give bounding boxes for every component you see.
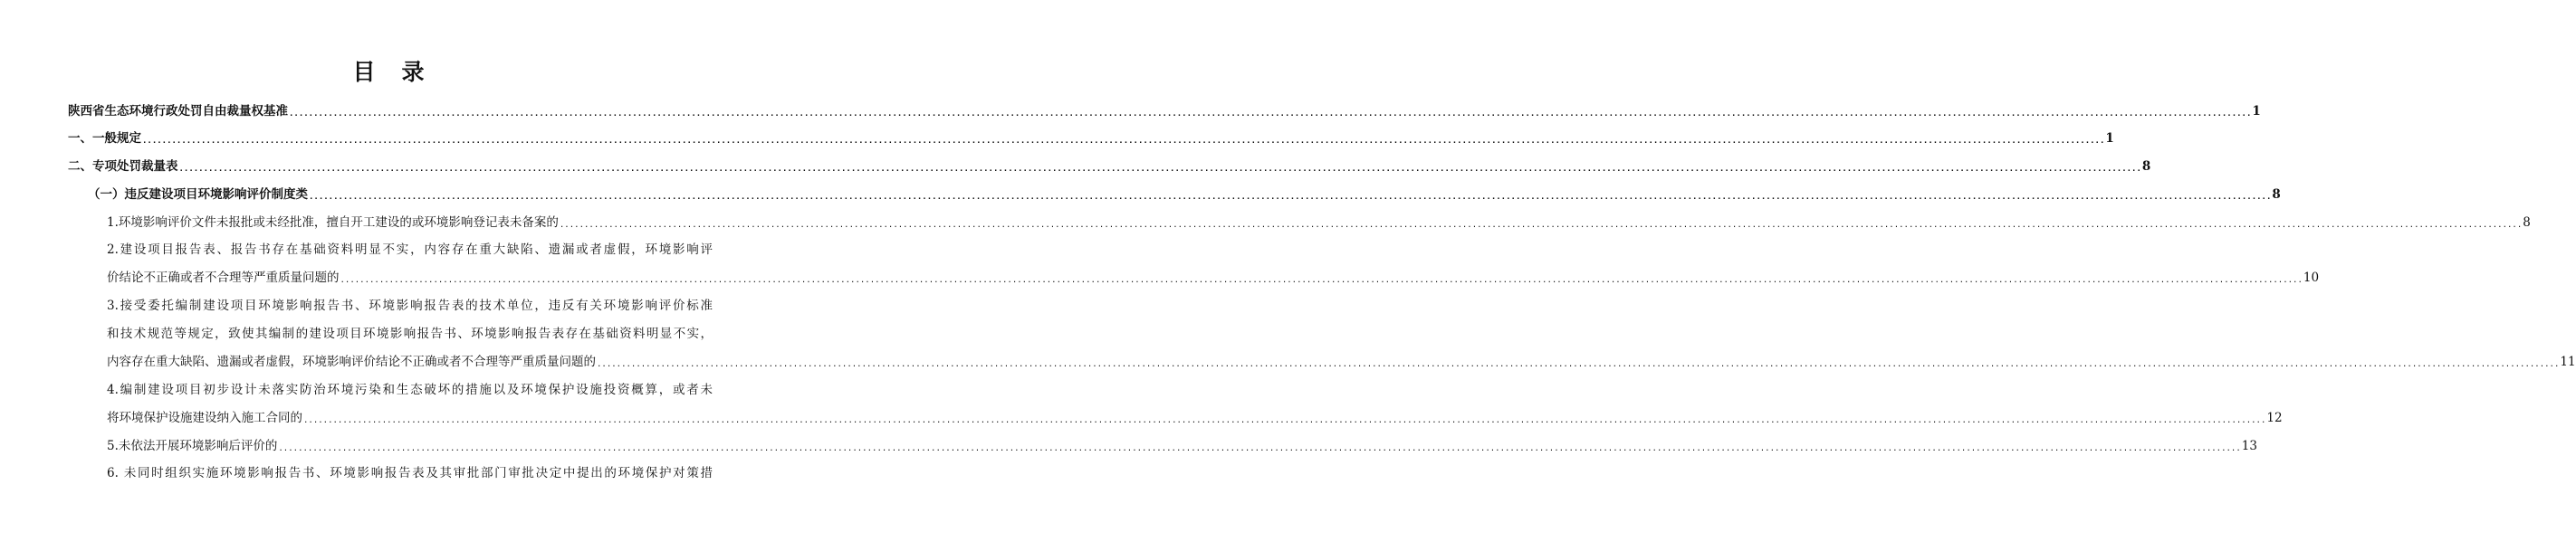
toc-page-number: 1: [2252, 104, 2261, 119]
toc-entry[interactable]: [107, 353, 2576, 371]
toc-leader-dots: ................................................................................................................................................................................................................................................................................................................................................................................................................: [178, 165, 2141, 174]
toc-leader-dots: ................................................................................................................................................................................................................................................................................................................................................................................................................: [559, 221, 2523, 230]
toc-leader-dots: ................................................................................................................................................................................................................................................................................................................................................................................................................: [142, 137, 2105, 146]
toc-leader-dots: ................................................................................................................................................................................................................................................................................................................................................................................................................: [309, 193, 2272, 202]
toc-page-number: 1: [2105, 131, 2114, 146]
toc-leader-dots: ................................................................................................................................................................................................................................................................................................................................................................................................................: [289, 109, 2252, 119]
toc-entry-text: 内容存在重大缺陷、遗漏或者虚假，环境影响评价结论不正确或者不合理等严重质量问题的: [107, 355, 596, 369]
toc-entry-line[interactable]: 4.编制建设项目初步设计未落实防治环境污染和生态破坏的措施以及环境保护设施投资概算，或者未: [107, 383, 713, 397]
toc-page-number: 8: [2141, 159, 2151, 174]
toc-entry-line[interactable]: 6. 未同时组织实施环境影响报告书、环境影响报告表及其审批部门审批决定中提出的环境保护对策措: [107, 466, 713, 480]
toc-page-number: 11: [2560, 355, 2576, 369]
toc-entry-line[interactable]: 和技术规范等规定，致使其编制的建设项目环境影响报告书、环境影响报告表存在基础资料明显不实，: [107, 327, 713, 341]
toc-entry-text: （一）违反建设项目环境影响评价制度类: [88, 187, 308, 202]
toc-entry[interactable]: [88, 185, 2281, 204]
toc-entry[interactable]: [68, 102, 2261, 120]
page-title: 目 录: [352, 59, 426, 85]
toc-entry-text: 一、一般规定: [68, 131, 141, 146]
toc-entry-text: 5.未依法开展环境影响后评价的: [107, 439, 278, 453]
toc-leader-dots: ................................................................................................................................................................................................................................................................................................................................................................................................................: [303, 416, 2266, 425]
toc-entry-line[interactable]: 2.建设项目报告表、报告书存在基础资料明显不实，内容存在重大缺陷、遗漏或者虚假，环境影响评: [107, 242, 713, 257]
toc-entry[interactable]: [68, 129, 2114, 147]
toc-entry[interactable]: [107, 437, 2257, 455]
toc-entry[interactable]: [107, 409, 2283, 427]
toc-page-number: 12: [2266, 411, 2283, 425]
toc-entry-text: 将环境保护设施建设纳入施工合同的: [107, 411, 302, 425]
toc-entry[interactable]: [107, 269, 2320, 287]
toc-entry-text: 陕西省生态环境行政处罚自由裁量权基准: [68, 104, 288, 119]
toc-leader-dots: ................................................................................................................................................................................................................................................................................................................................................................................................................: [597, 360, 2560, 369]
toc-page-number: 8: [2523, 215, 2531, 230]
toc-entry-line[interactable]: 3.接受委托编制建设项目环境影响报告书、环境影响报告表的技术单位，违反有关环境影响评价标准: [107, 299, 713, 313]
toc-page-number: 10: [2303, 271, 2320, 285]
toc-entry-text: 价结论不正确或者不合理等严重质量问题的: [107, 271, 340, 285]
toc-page-number: 8: [2272, 187, 2281, 202]
toc-entry[interactable]: [68, 157, 2151, 176]
toc-page-number: 13: [2241, 439, 2257, 453]
toc-leader-dots: ................................................................................................................................................................................................................................................................................................................................................................................................................: [278, 444, 2241, 453]
toc-entry[interactable]: [107, 214, 2531, 232]
toc-entry-text: 二、专项处罚裁量表: [68, 159, 178, 174]
toc-entry-text: 1.环境影响评价文件未报批或未经批准，擅自开工建设的或环境影响登记表未备案的: [107, 215, 559, 230]
toc-leader-dots: ................................................................................................................................................................................................................................................................................................................................................................................................................: [340, 276, 2303, 285]
